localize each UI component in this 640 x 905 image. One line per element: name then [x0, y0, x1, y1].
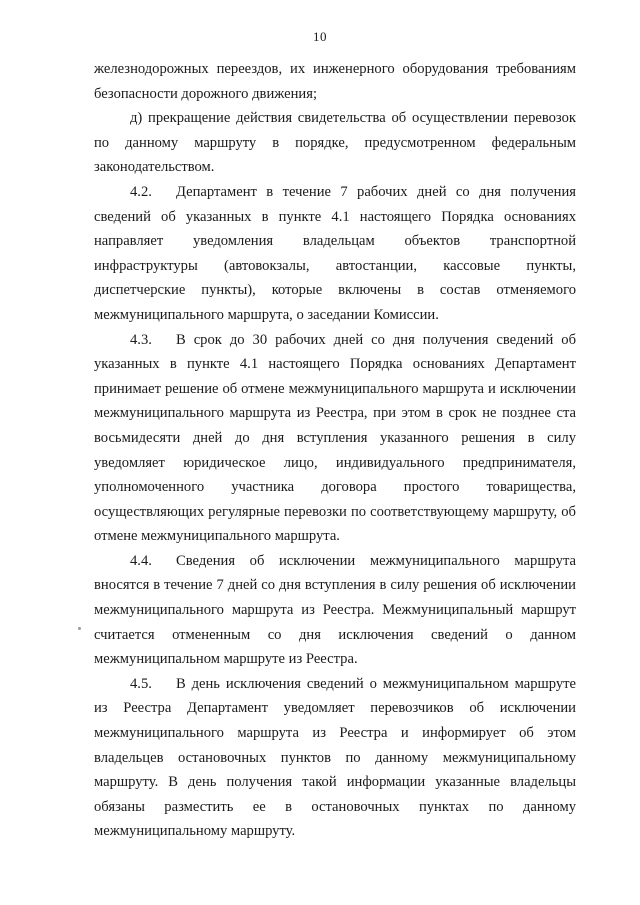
- paragraph-item-d: д) прекращение действия свидетельства об осуществлении перевозок по данному маршруту в порядке, предусмотренном федеральным законодательством.: [94, 110, 576, 176]
- clause-number: 4.2.: [130, 183, 152, 200]
- clause-text: В день исключения сведений о межмуниципальном маршруте из Реестра Департамент уведомляет перевозчиков об исключении межмуниципального маршрута из Реестра и информирует об этом владельцев остановочных пунктов по данному межмуниципальному маршруту. В день получения такой информации указанные владельцы обязаны разместить ее в остановочных пунктах по данному межмуниципальному маршруту.: [94, 675, 576, 840]
- clause-text: В срок до 30 рабочих дней со дня получения сведений об указанных в пункте 4.1 настоящего Порядка основаниях Департамент принимает решение об отмене межмуниципального маршрута и исключении межмуниципального маршрута из Реестра, при этом в срок не позднее ста восьмидесяти дней до дня вступления указанного решения в силу уведомляет юридическое лицо, индивидуального предпринимателя, уполномоченного участника договора простого товарищества, осуществляющих регулярные перевозки по соответствующему маршруту, об отмене межмуниципального маршрута.: [94, 331, 576, 545]
- scan-artifact-dot: [78, 627, 81, 630]
- page-number: 10: [313, 29, 327, 44]
- paragraph-continuation: железнодорожных переездов, их инженерного оборудования требованиям безопасности дорожного движения;: [94, 61, 576, 102]
- clause-4-3: [94, 328, 576, 549]
- clause-text: Департамент в течение 7 рабочих дней со дня получения сведений об указанных в пункте 4.1 настоящего Порядка основаниях направляет уведомления владельцам объектов транспортной инфраструктуры (автовокзалы, автостанции, кассовые пункты, диспетчерские пункты), которые включены в состав отменяемого межмуниципального маршрута, о заседании Комиссии.: [94, 183, 576, 323]
- clause-text: Сведения об исключении межмуниципального маршрута вносятся в течение 7 дней со дня вступления в силу решения об исключении межмуниципального маршрута из Реестра. Межмуниципальный маршрут считается отмененным со дня исключения сведений о данном межмуниципальном маршруте из Реестра.: [94, 552, 576, 668]
- clause-4-4: [94, 549, 576, 672]
- clause-number: 4.5.: [130, 675, 152, 692]
- clause-number: 4.3.: [130, 331, 152, 348]
- clause-number: 4.4.: [130, 552, 152, 569]
- clause-4-5: [94, 672, 576, 844]
- clause-4-2: [94, 180, 576, 328]
- document-body: [94, 57, 576, 844]
